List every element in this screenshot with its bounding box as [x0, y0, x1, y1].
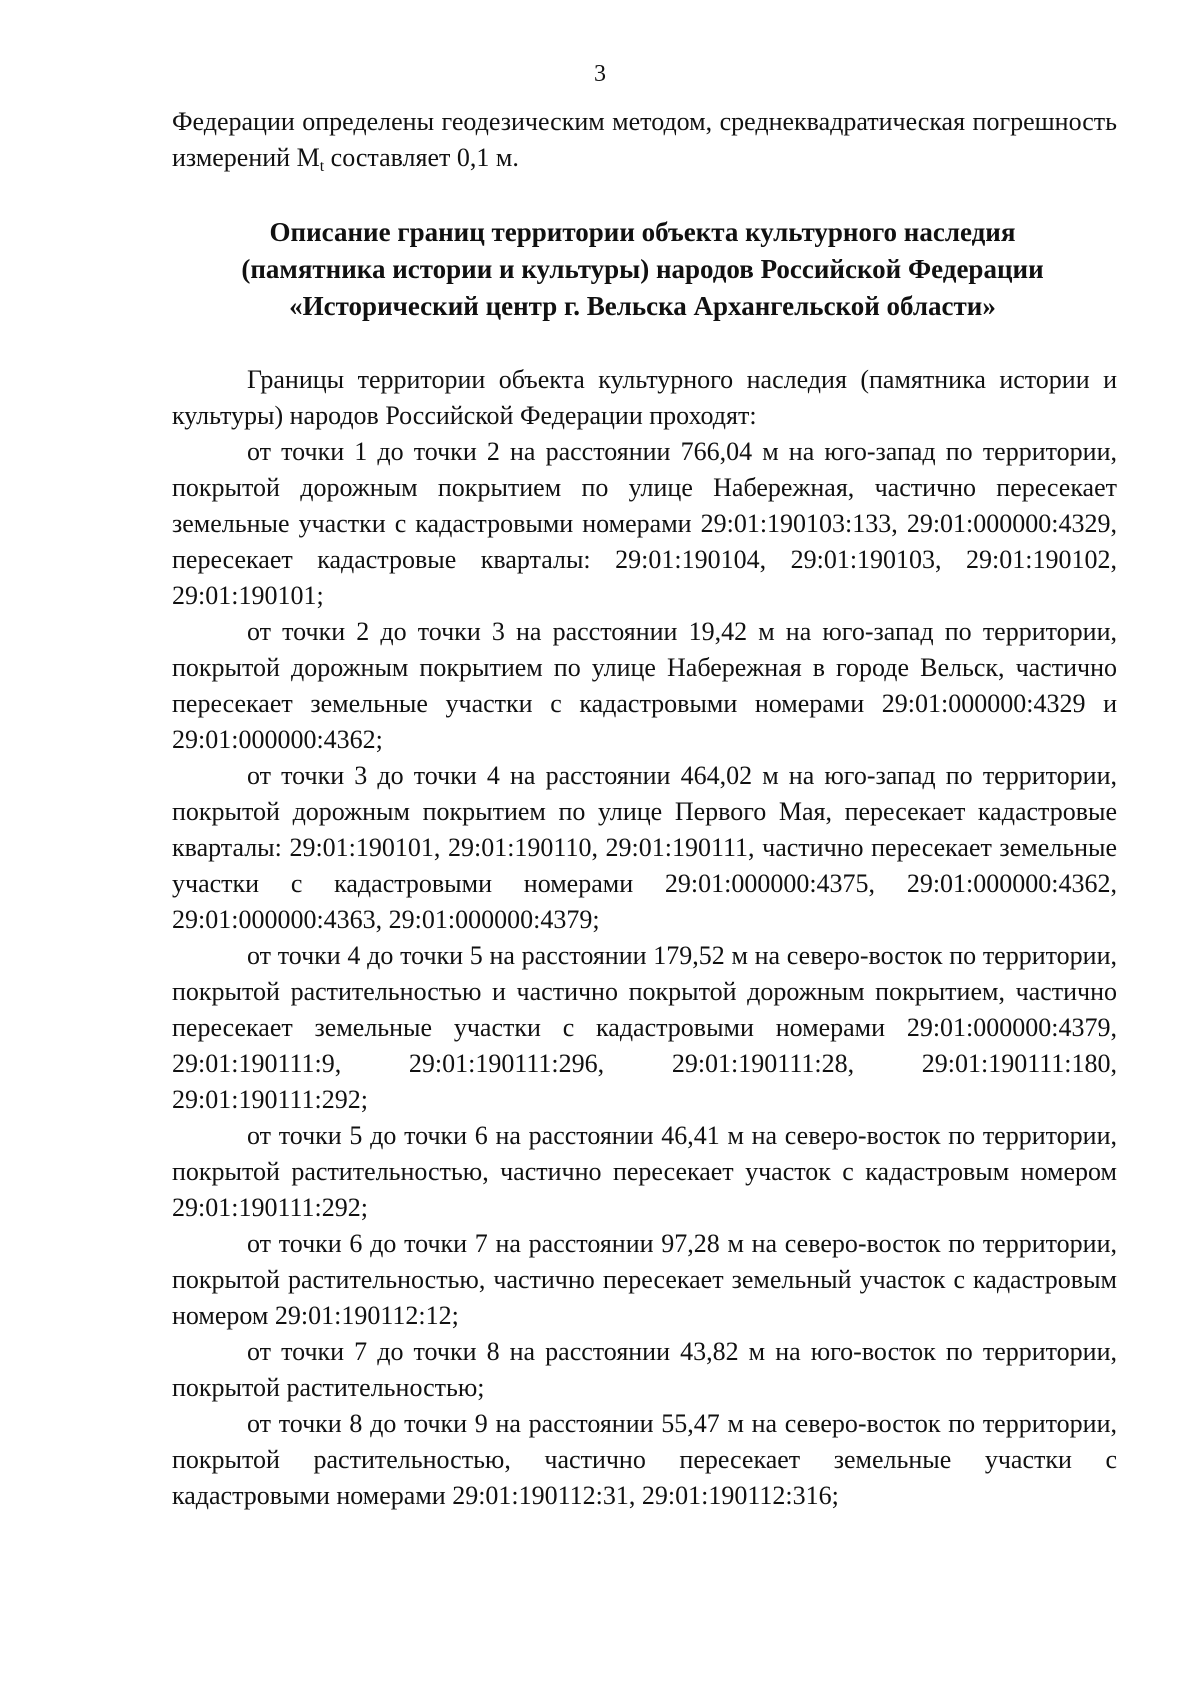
paragraph-segment-1-2: от точки 1 до точки 2 на расстоянии 766,04 м на юго-запад по территории, покрытой дорожным покрытием по улице Набережная, частично пересекает земельные участки с кадастровыми номерами 29:01:190103:133, 29:01:000000:4329, пересекает кадастровые кварталы: 29:01:190104, 29:01:190103, 29:01:190102, 29:01:190101; — [172, 437, 1117, 610]
intro-line-1: Федерации определены геодезическим методом, среднеквадратическая — [172, 107, 966, 136]
heading-line-3: «Исторический центр г. Вельска Архангельской области» — [289, 291, 996, 321]
intro-subscript: t — [319, 158, 325, 175]
heading-line-1: Описание границ территории объекта культурного наследия — [269, 217, 1016, 247]
intro-paragraph — [172, 104, 1117, 176]
heading-line-2: (памятника истории и культуры) народов Российской Федерации — [241, 254, 1044, 284]
boundary-description — [172, 362, 1117, 1514]
paragraph-segment-7-8: от точки 7 до точки 8 на расстоянии 43,82 м на юго-восток по территории, покрытой растительностью; — [172, 1337, 1117, 1402]
intro-text — [172, 104, 1117, 176]
paragraph-segment-5-6: от точки 5 до точки 6 на расстоянии 46,41 м на северо-восток по территории, покрытой растительностью, частично пересекает участок с кадастровым номером 29:01:190111:292; — [172, 1121, 1117, 1222]
intro-line-2-end: составляет 0,1 м. — [324, 143, 519, 172]
paragraph-segment-6-7: от точки 6 до точки 7 на расстоянии 97,28 м на северо-восток по территории, покрытой растительностью, частично пересекает земельный участок с кадастровым номером 29:01:190112:12; — [172, 1229, 1117, 1330]
paragraph-segment-8-9: от точки 8 до точки 9 на расстоянии 55,47 м на северо-восток по территории, покрытой растительностью, частично пересекает земельные участки с кадастровыми номерами 29:01:190112:31, 29:01:190112:316; — [172, 1409, 1117, 1510]
paragraph-segment-4-5: от точки 4 до точки 5 на расстоянии 179,52 м на северо-восток по территории, покрытой растительностью и частично покрытой дорожным покрытием, частично пересекает земельные участки с кадастровыми номерами 29:01:000000:4379, 29:01:190111:9, 29:01:190111:296, 29:01:190111:28, 29:01:190111:180, 29:01:190111:292; — [172, 941, 1117, 1114]
paragraph-segment-2-3: от точки 2 до точки 3 на расстоянии 19,42 м на юго-запад по территории, покрытой дорожным покрытием по улице Набережная в городе Вельск, частично пересекает земельные участки с кадастровыми номерами 29:01:000000:4329 и 29:01:000000:4362; — [172, 617, 1117, 754]
paragraph-segment-3-4: от точки 3 до точки 4 на расстоянии 464,02 м на юго-запад по территории, покрытой дорожным покрытием по улице Первого Мая, пересекает кадастровые кварталы: 29:01:190101, 29:01:190110, 29:01:190111, частично пересекает земельные участки с кадастровыми номерами 29:01:000000:4375, 29:01:000000:4362, 29:01:000000:4363, 29:01:000000:4379; — [172, 761, 1117, 934]
intro-line-2-start: погрешность измерений M — [172, 107, 1118, 172]
paragraph-intro: Границы территории объекта культурного наследия (памятника истории и культуры) народов Российской Федерации проходят: — [172, 365, 1117, 430]
page-number: 3 — [594, 61, 606, 87]
section-heading — [150, 214, 1135, 325]
